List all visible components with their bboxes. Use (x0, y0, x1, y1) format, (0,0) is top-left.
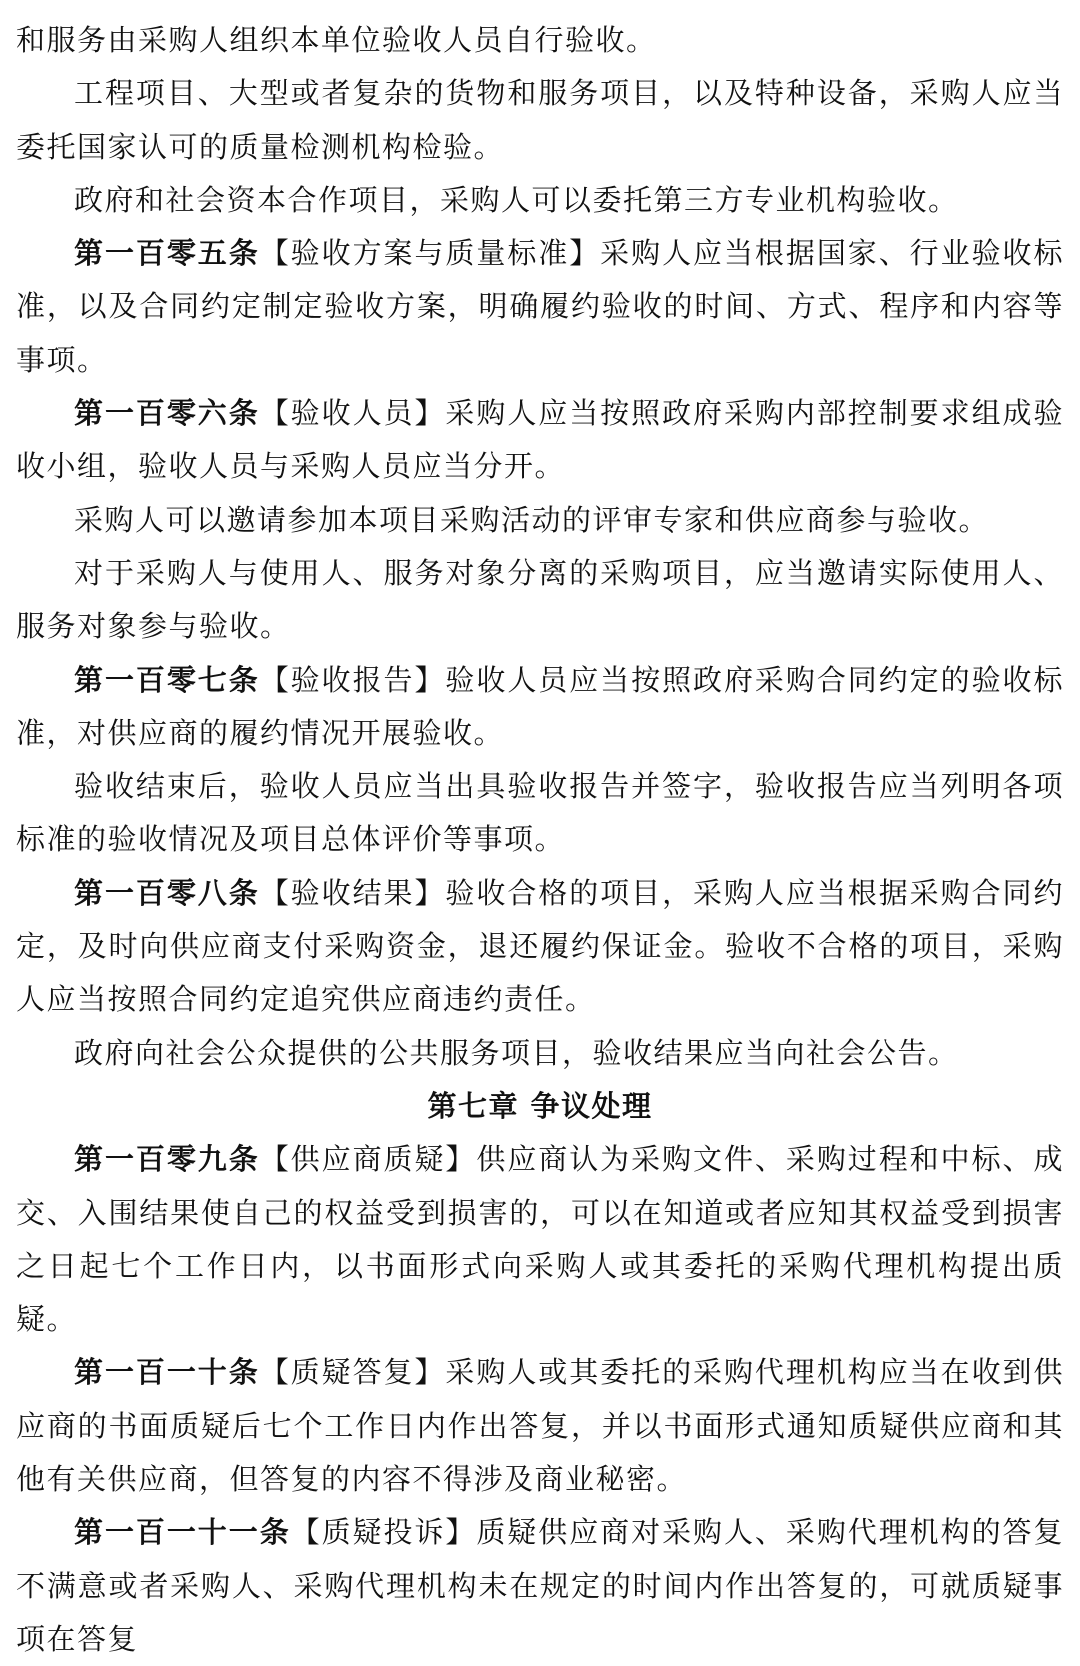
article-107 (16, 654, 1064, 761)
article-heading: 第一百零五条 (74, 236, 260, 271)
article-heading: 第一百一十条 (74, 1355, 260, 1390)
paragraph: 工程项目、大型或者复杂的货物和服务项目，以及特种设备，采购人应当委托国家认可的质量检测机构检验。 (16, 76, 1064, 164)
article-text: 【验收方案与质量标准】采购人应当根据国家、行业验收标准，以及合同约定制定验收方案，明确履约验收的时间、方式、程序和内容等事项。 (16, 236, 1064, 377)
article-105 (16, 227, 1064, 387)
paragraph: 验收结束后，验收人员应当出具验收报告并签字，验收报告应当列明各项标准的验收情况及项目总体评价等事项。 (16, 769, 1064, 857)
paragraph-continuation: 和服务由采购人组织本单位验收人员自行验收。 (16, 23, 657, 57)
document-page (16, 14, 1064, 1666)
article-text: 【质疑答复】采购人或其委托的采购代理机构应当在收到供应商的书面质疑后七个工作日内作出答复，并以书面形式通知质疑供应商和其他有关供应商，但答复的内容不得涉及商业秘密。 (16, 1355, 1064, 1497)
article-110 (16, 1346, 1064, 1506)
article-109 (16, 1133, 1064, 1346)
paragraph: 政府向社会公众提供的公共服务项目，验收结果应当向社会公告。 (74, 1035, 959, 1070)
article-heading: 第一百零九条 (74, 1142, 260, 1177)
chapter-heading: 第七章 争议处理 (427, 1088, 653, 1123)
article-108 (16, 867, 1064, 1027)
article-heading: 第一百零六条 (74, 396, 260, 431)
article-111 (16, 1506, 1064, 1666)
paragraph: 采购人可以邀请参加本项目采购活动的评审专家和供应商参与验收。 (74, 502, 990, 537)
article-text: 【质疑投诉】质疑供应商对采购人、采购代理机构的答复不满意或者采购人、采购代理机构未在规定的时间内作出答复的，可就质疑事项在答复 (16, 1515, 1064, 1656)
article-heading: 第一百零七条 (74, 662, 260, 697)
article-heading: 第一百一十一条 (74, 1515, 291, 1550)
article-text: 【验收人员】采购人应当按照政府采购内部控制要求组成验收小组，验收人员与采购人员应当分开。 (16, 396, 1064, 484)
paragraph: 政府和社会资本合作项目，采购人可以委托第三方专业机构验收。 (74, 182, 959, 217)
article-106 (16, 387, 1064, 494)
article-heading: 第一百零八条 (74, 875, 260, 910)
paragraph: 对于采购人与使用人、服务对象分离的采购项目，应当邀请实际使用人、服务对象参与验收。 (16, 555, 1064, 644)
article-text: 【验收报告】验收人员应当按照政府采购合同约定的验收标准，对供应商的履约情况开展验收。 (16, 662, 1064, 750)
article-text: 【供应商质疑】供应商认为采购文件、采购过程和中标、成交、入围结果使自己的权益受到损害的，可以在知道或者应知其权益受到损害之日起七个工作日内，以书面形式向采购人或其委托的采购代理机构提出质疑。 (16, 1142, 1064, 1337)
article-text: 【验收结果】验收合格的项目，采购人应当根据采购合同约定，及时向供应商支付采购资金，退还履约保证金。验收不合格的项目，采购人应当按照合同约定追究供应商违约责任。 (16, 875, 1064, 1017)
